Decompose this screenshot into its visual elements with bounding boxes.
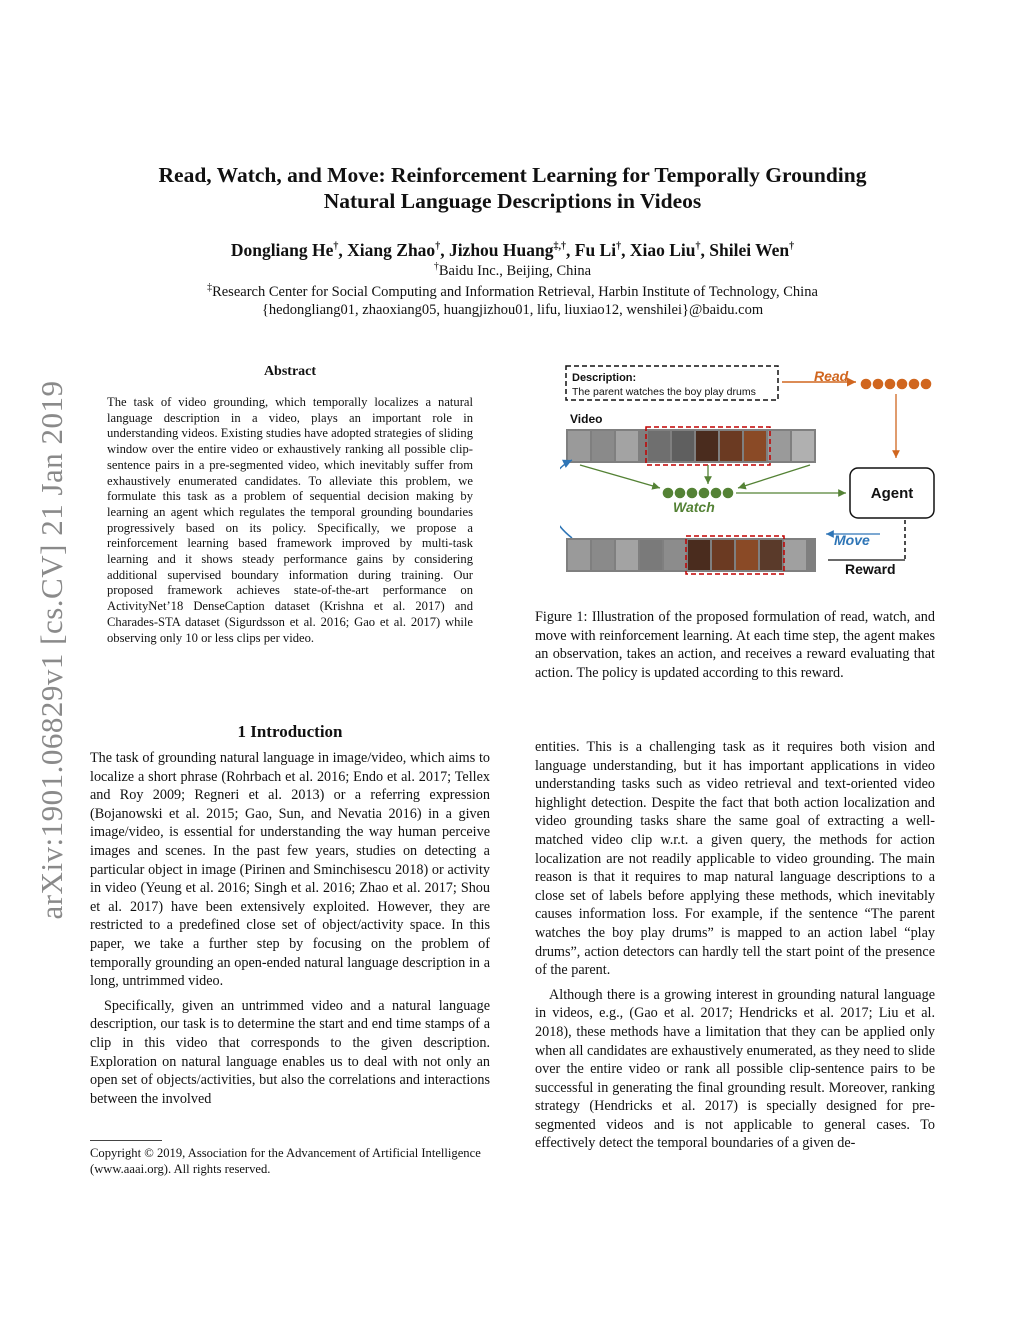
reward-label: Reward [845, 561, 896, 577]
author-affiliation-mark: † [333, 241, 339, 253]
affiliation-text: Research Center for Social Computing and Information Retrieval, Harbin Institute of Technology, China [212, 284, 818, 300]
read-feature-dots [861, 379, 932, 390]
author-affiliation-mark: † [789, 241, 795, 253]
video-label: Video [570, 412, 603, 426]
author-name: Dongliang He [230, 240, 334, 260]
author-affiliation-mark: † [616, 241, 622, 253]
agent-label: Agent [870, 485, 914, 502]
right-paragraph-1: entities. This is a challenging task as it requires both vision and language understanding, but it has important applications in video understanding tasks such as video retrieval and text-oriented video highlight detection. Despite the fact that both action localization and video grounding tasks share the same goal of extracting a well-matched video clip w.r.t. a given query, the methods for action localization are not readily applicable to video grounding. The main reason is that it requires to map natural language descriptions to a close set of labels before applying these methods, which inevitably causes information loss. For example, if the sentence “The parent watches the boy play drums” is mapped to an action label “play drums”, action detectors can hardly tell the start point of the presence of the parent. [535, 739, 935, 979]
description-label: Description: [572, 372, 637, 384]
copyright-notice: Copyright © 2019, Association for the Advancement of Artificial Intelligence (www.aaai.org). All rights reserved. [90, 1146, 481, 1176]
read-label: Read [814, 368, 849, 384]
move-label: Move [834, 532, 870, 548]
intro-heading: 1 Introduction [237, 722, 343, 741]
affiliation-mark: ‡ [207, 282, 213, 294]
right-paragraph-2: Although there is a growing interest in grounding natural language in videos, e.g., (Gao et al. 2017; Hendricks et al. 2017; Liu et al. 2018), these methods have a limitation that they can be applied only when all candidates are exhaustively enumerated, as they need to slide over the entire video or rank all possible clip-sentence pairs to be successful in generating the final grounding result. Moreover, ranking strategy (Hendricks et al. 2017) is specially designed for pre-segmented videos and is not applicable to general cases. To effectively detect the temporal boundaries of a given de- [535, 986, 935, 1152]
watch-feature-dots [663, 488, 734, 499]
watch-arrows [580, 465, 810, 488]
right-column-body [535, 738, 935, 1153]
affiliation-mark: † [433, 261, 439, 273]
author-name: Shilei Wen [709, 240, 790, 260]
footnote-rule [90, 1140, 162, 1141]
intro-paragraph-1: The task of grounding natural language in image/video, which aims to localize a short phrase (Rohrbach et al. 2016; Endo et al. 2017; Tellex and Roy 2009; Regneri et al. 2013) or a referring expression (Bojanowski et al. 2015; Gao, Sun, and Nevatia 2016) in a given image/video, is essential for understanding the way human perceive images and scenes. In the past few years, studies on detecting a particular object in image (Pirinen and Sminchisescu 2018) or activity in video (Yeung et al. 2016; Singh et al. 2016; Zhao et al. 2017; Shou et al. 2017) have been extensively exploited. However, they are restricted to a predefined close set of object/activity space. In this paper, we take a further step by focusing on the problem of temporally grounding an open-ended natural language description in a long, untrimmed video. [90, 750, 490, 990]
video-frames-bottom [566, 538, 816, 572]
author-list: Dongliang He†, Xiang Zhao†, Jizhou Huang‡,†, Fu Li†, Xiao Liu†, Shilei Wen† [230, 240, 795, 260]
author-name: Xiang Zhao [347, 240, 436, 260]
intro-paragraph-2: Specifically, given an untrimmed video and a natural language description, our task is to determine the start and end time stamps of a clip in this video that corresponds to the given description. Exploration on natural language enables us to deal with not only an open set of objects/activities, but also the correlations and interactions between the involved [90, 997, 490, 1107]
author-emails: {hedongliang01, zhaoxiang05, huangjizhou01, lifu, liuxiao12, wenshilei}@baidu.com [261, 302, 764, 318]
author-name: Fu Li [574, 240, 617, 260]
affiliation-text: Baidu Inc., Beijing, China [438, 263, 592, 279]
loop-arrow [560, 460, 572, 538]
author-affiliation-mark: † [435, 241, 441, 253]
author-affiliation-mark: † [695, 241, 701, 253]
author-name: Jizhou Huang [448, 240, 554, 260]
affiliation-hit [90, 283, 935, 302]
paper-title-line-2: Natural Language Descriptions in Videos [323, 189, 702, 213]
figure-1 [560, 360, 940, 585]
video-frames-top [566, 429, 816, 463]
affiliation-baidu [90, 262, 935, 281]
abstract-heading: Abstract [263, 364, 317, 379]
paper-title-line-1: Read, Watch, and Move: Reinforcement Learning for Temporally Grounding [158, 163, 867, 187]
figure-1-caption: Figure 1: Illustration of the proposed formulation of read, watch, and move with reinforcement learning. At each time step, the agent makes an observation, takes an action, and receives a reward evaluating that action. The policy is updated according to this reward. [535, 609, 935, 681]
abstract-text: The task of video grounding, which temporally localizes a natural language description in a video, plays an important role in understanding videos. Existing studies have adopted strategies of sliding window over the entire video or exhaustively ranking all possible clip-sentence pairs in a pre-segmented video, which inevitably suffer from exhaustively enumerated candidates. To alleviate this problem, we formulate this task as a problem of sequential decision making by learning an agent which regulates the temporal grounding boundaries progressively based on its policy. Specifically, we propose a reinforcement learning based framework improved by multi-task learning and it shows steady performance gains by considering additional supervised boundary information during training. Our proposed framework achieves state-of-the-art performance on ActivityNet’18 DenseCaption dataset (Krishna et al. 2017) and Charades-STA dataset (Sigurdsson et al. 2016; Gao et al. 2017) while observing only 10 or less clips per video. [107, 395, 473, 645]
intro-body [90, 749, 490, 1108]
watch-label: Watch [673, 499, 715, 515]
author-name: Xiao Liu [629, 240, 696, 260]
arxiv-stamp-text: arXiv:1901.06829v1 [cs.CV] 21 Jan 2019 [34, 380, 69, 920]
author-affiliation-mark: ‡,† [553, 241, 566, 253]
figure-1-diagram [560, 360, 940, 585]
description-text: The parent watches the boy play drums [572, 386, 756, 398]
